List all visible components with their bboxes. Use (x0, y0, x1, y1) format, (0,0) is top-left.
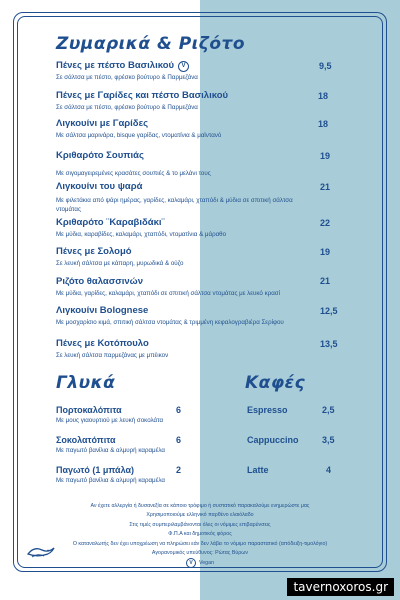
coffee-item-price: 2,5 (322, 405, 335, 415)
pasta-item-name: Λιγκουίνι με Γαρίδες (56, 118, 149, 129)
pasta-item-price: 18 (318, 91, 329, 101)
footer-line: Φ.Π.Α και δημοτικός φόρος (168, 531, 232, 538)
pasta-item-desc: Με σάλτσα μαρινάρα, bisque γαρίδας, ντοματίνια & μαϊντανό (56, 132, 222, 139)
pasta-item-name: Κριθαρότο ¨Καραβιδάκι¨ (56, 217, 165, 228)
coffee-item-name: Espresso (247, 405, 288, 415)
dessert-item (56, 404, 206, 425)
dessert-item-desc: Με παγωτό βανίλια & αλμυρή καραμέλα (56, 477, 165, 484)
pasta-item-desc: Με φιλετάκια από ψάρι ημέρας, γαρίδες, καλαμάρι, χταπόδι & μύδια σε σπιτική σάλτσα ντομάτας (56, 197, 293, 213)
pasta-item (56, 276, 346, 298)
pasta-item-desc: Σε λευκή σάλτσα παρμεζάνας με μπέικον (56, 352, 169, 359)
dessert-item-price: 6 (176, 435, 182, 445)
coffee-item-price: 4 (326, 465, 332, 475)
pasta-item-desc: Σε λευκή σάλτσα με κάπαρη, μυρωδικά & ούζο (56, 260, 184, 267)
pasta-item-price: 19 (320, 247, 331, 257)
vegan-legend-label: Vegan (198, 559, 215, 566)
pasta-item (56, 246, 346, 268)
pasta-item-name: Πένες με Γαρίδες και πέστο Βασιλικού (56, 90, 229, 101)
dessert-item-price: 2 (176, 465, 182, 475)
pasta-item (56, 305, 346, 327)
dessert-item-desc: Με μους γιαουρτιού με λευκή σοκολάτα (56, 417, 164, 424)
footer-line: Ο καταναλωτής δεν έχει υποχρέωση να πληρώσει εάν δεν λάβει το νόμιμο παραστατικό (απόδειξη-τιμολόγιο) (72, 540, 328, 547)
pasta-item (56, 118, 346, 140)
dessert-item-name: Πορτοκαλόπιτα (56, 405, 122, 415)
pasta-item (56, 150, 346, 178)
coffee-item (247, 464, 397, 476)
coffee-item-name: Cappuccino (247, 435, 299, 445)
pasta-item-desc: Σε σάλτσα με πέστο, φρέσκο βούτυρο & Παρμεζάνα (56, 74, 198, 81)
pasta-item-name: Ριζότο θαλασσινών (56, 276, 143, 287)
dessert-item-price: 6 (176, 405, 182, 415)
pasta-item-name: Πένες με Κοτόπουλο (56, 338, 149, 349)
pasta-item (56, 181, 346, 214)
coffee-item-name: Latte (247, 465, 269, 475)
dessert-item-name: Σοκολατόπιτα (56, 435, 116, 445)
footer-line: Αν έχετε αλλεργία ή δυσανεξία σε κάποιο τρόφιμο ή συστατικό παρακαλούμε ενημερώστε μας (90, 503, 310, 509)
pasta-item-price: 21 (320, 276, 331, 286)
pasta-item-name: Λιγκουίνι Bolognese (56, 305, 149, 316)
pasta-item-price: 12,5 (320, 306, 338, 316)
pasta-item-name: Πένες με Σολομό (56, 246, 132, 257)
footer-notes (40, 502, 360, 569)
pasta-item-name: Κριθαρότο Σουπιάς (56, 150, 144, 161)
footer-line: Στις τιμές συμπεριλαμβάνονται όλες οι νόμιμες επιβαρύνσεις (129, 521, 271, 528)
pasta-item (56, 338, 346, 360)
pasta-item-name: Πένες με πέστο Βασιλικού (56, 60, 175, 71)
dessert-item (56, 464, 206, 485)
pasta-item-desc: Με μύδια, γαρίδες, καλαμάρι, χταπόδι σε σπιτική σάλτσα ντομάτας με λευκό κρασί (56, 290, 280, 297)
footer-line: Χρησιμοποιούμε ελληνικό παρθένο ελαιόλαδο (146, 512, 254, 519)
pasta-item-desc: Σε σάλτσα με πέστο, φρέσκο βούτυρο & Παρμεζάνα (56, 104, 198, 111)
pasta-item-price: 9,5 (319, 61, 332, 71)
pasta-item-price: 22 (320, 218, 331, 228)
pasta-item (56, 60, 346, 82)
fish-logo-icon (26, 542, 56, 560)
pasta-section-title: Ζυμαρικά & Ριζότο (56, 34, 246, 54)
footer-line: Αγορανομικός υπεύθυνος: Ρώτας Βύρων (151, 550, 249, 557)
coffee-section-title: Καφές (245, 373, 306, 393)
vegan-legend (186, 558, 214, 568)
dessert-item-name: Παγωτό (1 μπάλα) (56, 465, 135, 475)
vegan-circle-icon: V (186, 558, 196, 568)
pasta-item (56, 90, 346, 112)
coffee-item-price: 3,5 (322, 435, 335, 445)
pasta-item-desc: Με μύδια, καραβίδες, καλαμάρι, χταπόδι, ντοματίνια & μάραθο (56, 231, 227, 238)
vegan-circle-icon: V (178, 61, 189, 72)
pasta-item-name: Λιγκουίνι του ψαρά (56, 181, 143, 192)
pasta-item-price: 18 (318, 119, 329, 129)
dessert-item (56, 434, 206, 455)
pasta-item-desc: Με σιγομαγειρεμένες κρασάτες σουπιές & το μελάνι τους (56, 170, 211, 177)
pasta-item-price: 19 (320, 151, 331, 161)
site-watermark: tavernoxoros.gr (287, 578, 394, 596)
pasta-item-price: 13,5 (320, 339, 338, 349)
pasta-item-desc: Με μοσχαρίσιο κιμά, σπιτική σάλτσα ντομάτας & τριμμένη κεφαλογραβιέρα Σερίφου (56, 319, 284, 326)
dessert-item-desc: Με παγωτό βανίλια & αλμυρή καραμέλα (56, 447, 165, 454)
pasta-item (56, 217, 346, 239)
pasta-item-price: 21 (320, 182, 331, 192)
desserts-section-title: Γλυκά (56, 373, 116, 393)
